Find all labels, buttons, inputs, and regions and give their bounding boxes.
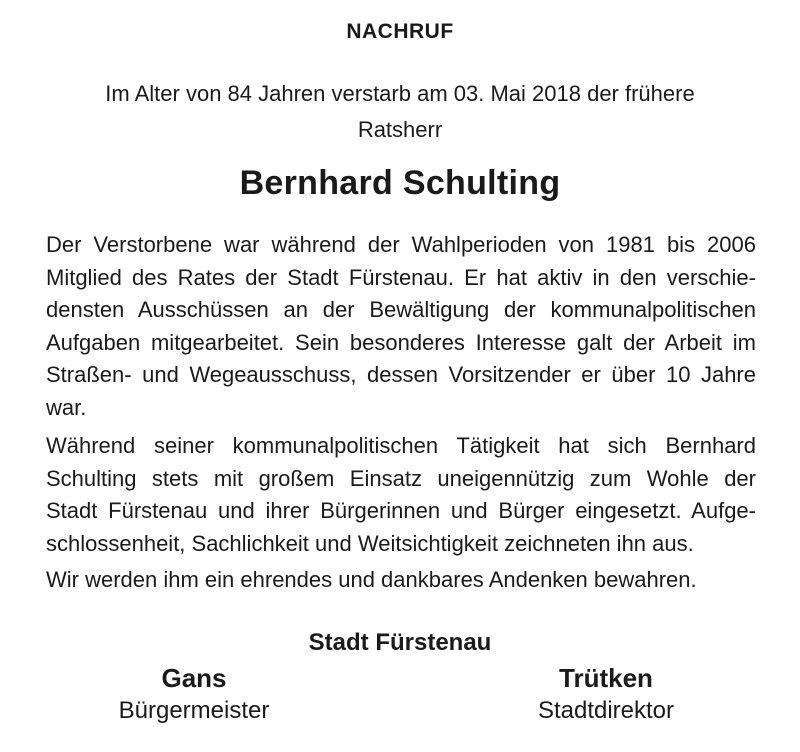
intro-line: Ratsherr xyxy=(357,117,443,142)
signer-role: Stadtdirektor xyxy=(537,697,675,724)
paragraph-line: Mitglied des Rates der Stadt Fürstenau. Er hat aktiv in den verschie- xyxy=(46,264,756,290)
signer-role: Bürgermeister xyxy=(118,697,270,724)
paragraph-line: Stadt Fürstenau und ihrer Bürgerinnen und Bürger eingesetzt. Aufge- xyxy=(46,498,756,523)
paragraph-career xyxy=(46,229,756,424)
paragraph-remembrance xyxy=(46,564,756,597)
paragraph-line: Während seiner kommunalpolitischen Tätigkeit hat sich Bernhard xyxy=(46,433,756,458)
paragraph-line: Straßen- und Wegeausschuss, dessen Vorsitzender er über 10 Jahre xyxy=(46,362,756,387)
paragraph-line: densten Ausschüssen an der Bewältigung der kommunalpolitischen xyxy=(46,297,756,322)
paragraph-line: Wir werden ihm ein ehrendes und dankbares Andenken bewahren. xyxy=(46,567,697,592)
paragraph-line: Aufgaben mitgearbeitet. Sein besonderes Interesse galt der Arbeit im xyxy=(46,329,756,355)
signer-director xyxy=(476,662,736,728)
paragraph-line: Schulting stets mit großem Einsatz uneigennützig zum Wohle der xyxy=(46,465,756,491)
paragraph-line: Der Verstorbene war während der Wahlperioden von 1981 bis 2006 xyxy=(46,232,756,257)
signer-name: Trütken xyxy=(559,663,653,693)
paragraph-commitment xyxy=(46,430,756,560)
paragraph-line: war. xyxy=(46,394,87,420)
signer-name: Gans xyxy=(161,663,227,693)
intro-text xyxy=(70,76,730,148)
deceased-name: Bernhard Schulting xyxy=(239,164,561,202)
paragraph-line: schlossenheit, Sachlichkeit und Weitsichtigkeit zeichneten ihn aus. xyxy=(46,530,694,556)
organization-name: Stadt Fürstenau xyxy=(308,629,492,656)
signer-mayor xyxy=(64,662,324,728)
intro-line: Im Alter von 84 Jahren verstarb am 03. Mai 2018 der frühere xyxy=(105,81,695,106)
notice-heading: NACHRUF xyxy=(346,20,454,43)
